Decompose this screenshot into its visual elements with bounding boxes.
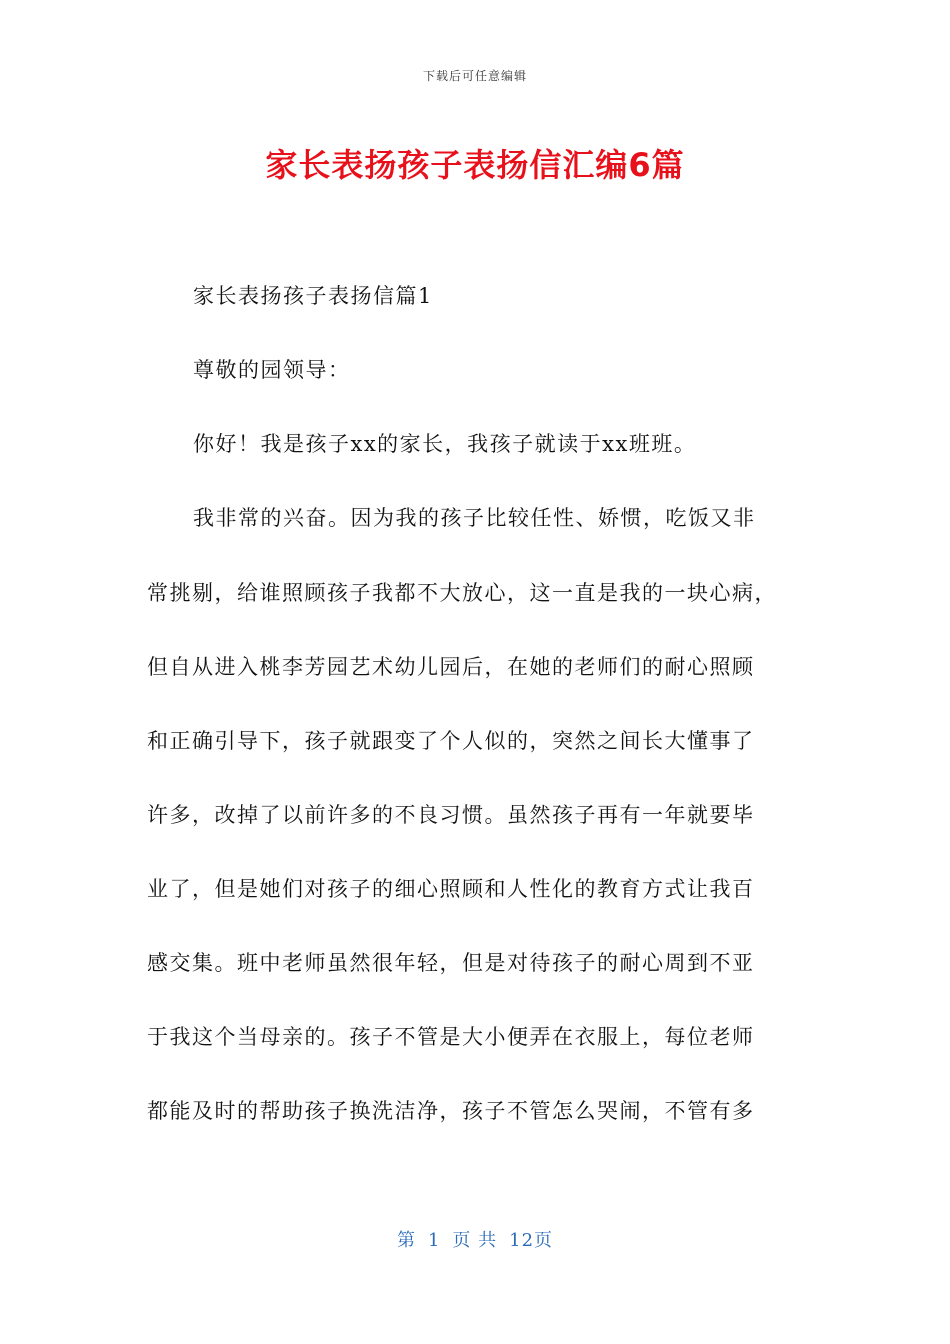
footer-middle: 页 共 [452,1230,498,1251]
footer-total: 12页 [509,1230,554,1251]
paragraph-line: 于我这个当母亲的。孩子不管是大小便弄在衣服上，每位老师 [147,1025,755,1049]
paragraph-line: 和正确引导下，孩子就跟变了个人似的，突然之间长大懂事了 [147,729,755,753]
header-note: 下载后可任意编辑 [422,69,527,83]
paragraph-line: 我非常的兴奋。因为我的孩子比较任性、娇惯，吃饭又非 [193,506,756,530]
paragraph-line: 你好！我是孩子xx的家长，我孩子就读于xx班班。 [193,432,697,456]
page-footer [0,1226,950,1252]
footer-page-number: 1 [427,1230,441,1251]
paragraph-line: 许多，改掉了以前许多的不良习惯。虽然孩子再有一年就要毕 [147,803,755,827]
footer-prefix: 第 [396,1230,416,1251]
salutation: 尊敬的园领导： [193,358,351,382]
paragraph-line: 业了，但是她们对孩子的细心照顾和人性化的教育方式让我百 [147,877,755,901]
paragraph-line: 感交集。班中老师虽然很年轻，但是对待孩子的耐心周到不亚 [147,951,755,975]
section-heading: 家长表扬孩子表扬信篇1 [193,284,433,308]
paragraph-line: 但自从进入桃李芳园艺术幼儿园后，在她的老师们的耐心照顾 [147,655,755,679]
paragraph-line: 常挑剔，给谁照顾孩子我都不大放心，这一直是我的一块心病， [147,581,777,605]
paragraph-line: 都能及时的帮助孩子换洗洁净，孩子不管怎么哭闹，不管有多 [147,1099,755,1123]
document-title: 家长表扬孩子表扬信汇编6篇 [265,146,685,184]
